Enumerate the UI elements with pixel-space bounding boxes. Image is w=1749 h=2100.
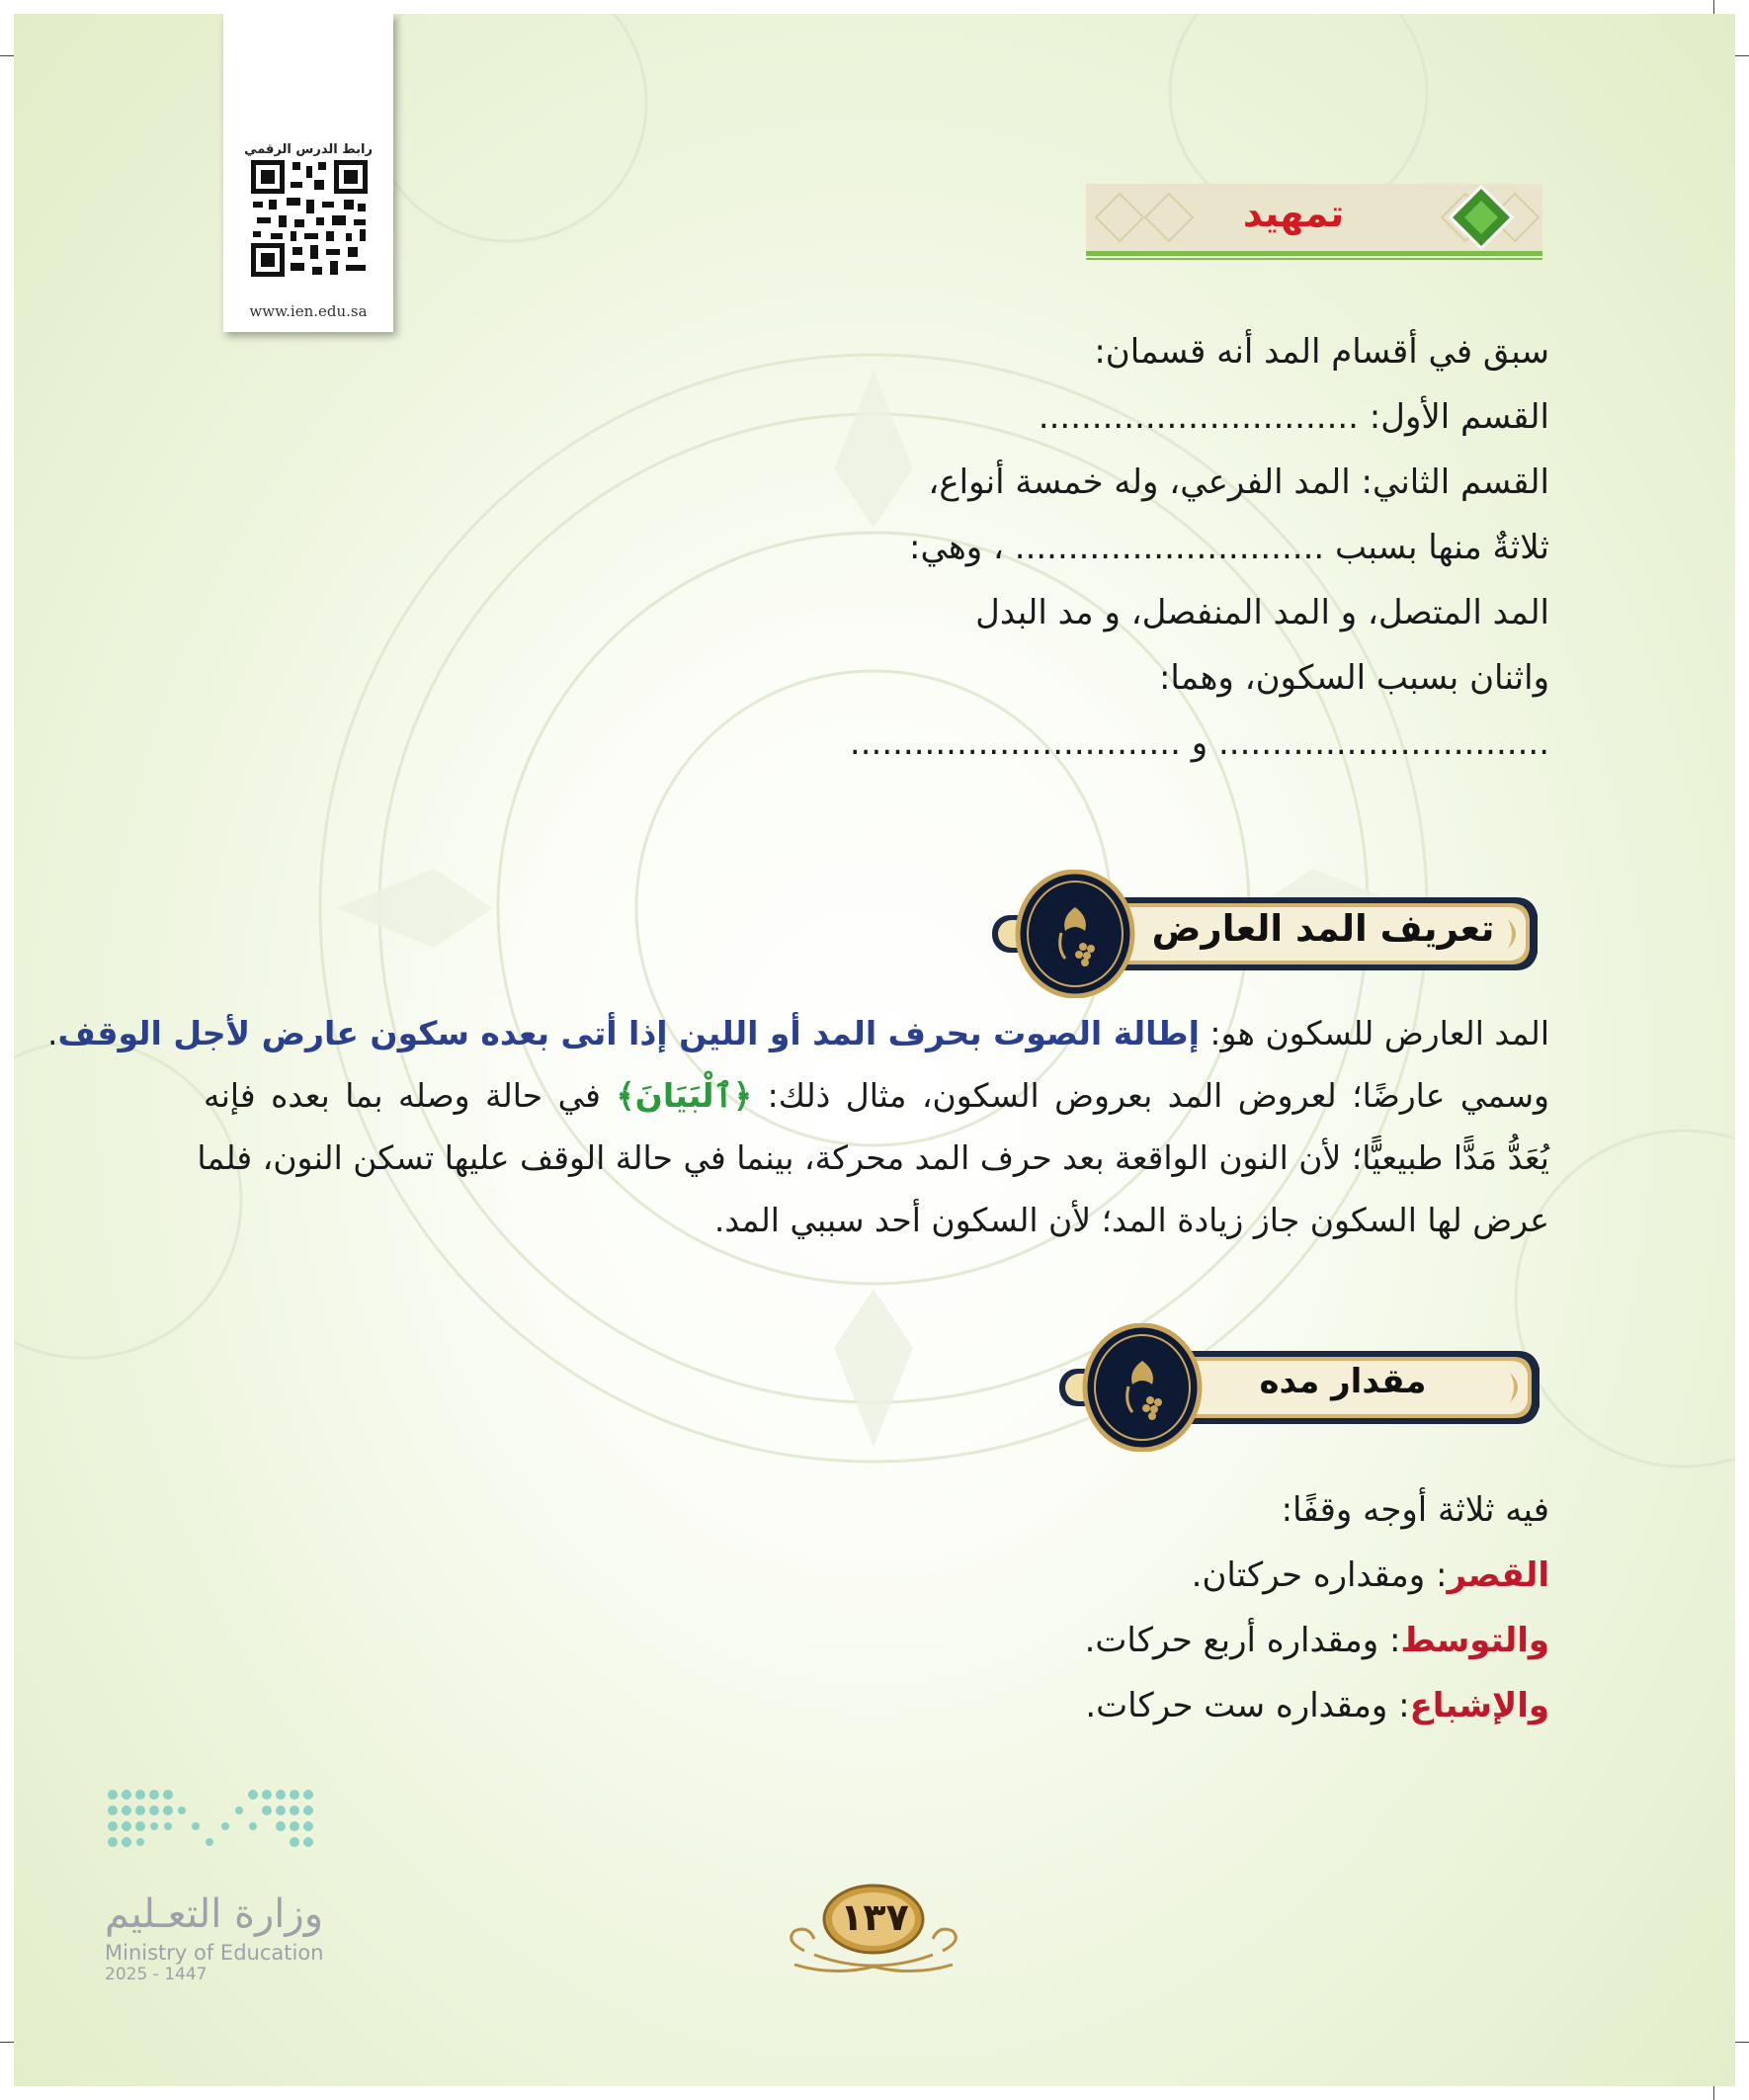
intro-line: سبق في أقسام المد أنه قسمان: xyxy=(1094,332,1549,372)
ministry-logo-icon xyxy=(105,1785,322,1874)
measure-desc: : ومقداره ست حركات. xyxy=(1085,1686,1410,1725)
definition-line xyxy=(204,1076,1549,1115)
naming-reason-cont: في حالة وصله بما بعده فإنه xyxy=(204,1076,617,1115)
measure-term: والتوسط xyxy=(1400,1621,1549,1660)
measure-heading: مقدار مده xyxy=(1259,1362,1427,1401)
ministry-name-en: Ministry of Education xyxy=(105,1941,324,1965)
intro-line: القسم الأول: .............................. xyxy=(1038,397,1549,437)
intro-line: القسم الثاني: المد الفرعي، وله خمسة أنواع، xyxy=(928,462,1549,502)
definition-line: عرض لها السكون جاز زيادة المد؛ لأن السكون أحد سببي المد. xyxy=(713,1201,1549,1239)
definition-line xyxy=(47,1014,1549,1052)
page-number: ١٣٧ xyxy=(840,1895,909,1939)
definition-lead: المد العارض للسكون هو: xyxy=(1199,1014,1549,1052)
intro-line: ثلاثةٌ منها بسبب ............................. ، وهي: xyxy=(909,528,1549,567)
intro-line: واثنان بسبب السكون، وهما: xyxy=(1158,658,1549,698)
measure-item xyxy=(1192,1555,1549,1595)
measure-intro: فيه ثلاثة أوجه وقفًا: xyxy=(1281,1490,1549,1530)
intro-line: ............................... و ............................... xyxy=(849,723,1549,763)
quran-example: ﴿ٱلْبَيَانَ﴾ xyxy=(616,1076,753,1115)
digital-lesson-url[interactable]: www.ien.edu.sa xyxy=(249,302,368,320)
naming-reason: وسمي عارضًا؛ لعروض المد بعروض السكون، مثال ذلك: xyxy=(752,1076,1549,1115)
measure-item xyxy=(1085,1686,1549,1725)
edition-year: 2025 - 1447 xyxy=(105,1965,208,1984)
intro-line: المد المتصل، و المد المنفصل، و مد البدل xyxy=(975,593,1549,632)
textbook-page xyxy=(14,14,1735,2086)
definition-heading: تعريف المد العارض xyxy=(1151,907,1495,950)
digital-lesson-title: رابط الدرس الرقمي xyxy=(244,142,373,157)
ministry-name-ar: وزارة التعـليم xyxy=(105,1891,324,1937)
definition-period: . xyxy=(47,1014,58,1052)
qr-code-icon[interactable] xyxy=(251,160,368,277)
measure-desc: : ومقداره حركتان. xyxy=(1191,1555,1448,1595)
measure-item xyxy=(1085,1621,1549,1660)
measure-desc: : ومقداره أربع حركات. xyxy=(1084,1621,1401,1660)
measure-term: والإشباع xyxy=(1409,1686,1549,1725)
definition-line: يُعَدُّ مَدًّا طبيعيًّا؛ لأن النون الواقعة بعد حرف المد محركة، بينما في حالة الوقف عليها تسكن النون، فلما xyxy=(197,1138,1549,1177)
measure-term: القصر xyxy=(1447,1555,1549,1595)
intro-heading: تمهيد xyxy=(1242,192,1345,235)
digital-lesson-card[interactable] xyxy=(223,14,393,332)
definition-text: إطالة الصوت بحرف المد أو اللين إذا أتى بعده سكون عارض لأجل الوقف xyxy=(57,1014,1200,1052)
